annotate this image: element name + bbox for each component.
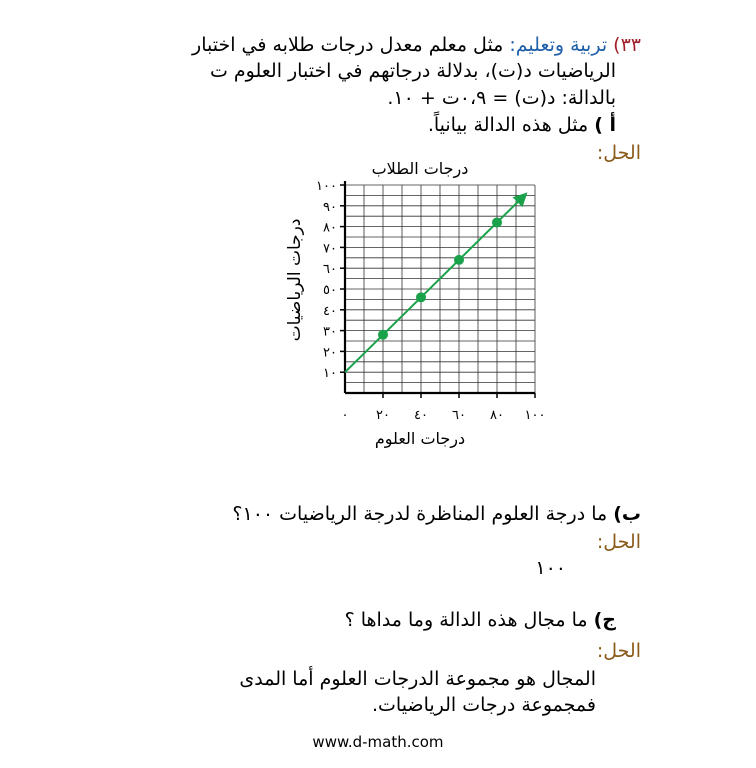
data-point: [454, 255, 464, 265]
problem-text-1: مثل معلم معدل درجات طلابه في اختبار: [192, 34, 510, 56]
part-c: [345, 608, 616, 632]
part-b-label: ب): [613, 503, 641, 525]
data-point: [416, 292, 426, 302]
part-a: [428, 113, 616, 137]
part-c-answer-1: المجال هو مجموعة الدرجات العلوم أما المدى: [239, 668, 596, 690]
y-tick-label: ٣٠: [323, 324, 337, 340]
solution-label-c: الحل:: [596, 640, 641, 662]
x-axis-label: درجات العلوم: [374, 429, 466, 448]
chart-series: [345, 194, 526, 372]
x-tick-label: ١٠٠: [524, 408, 546, 423]
x-tick-label: ٤٠: [414, 408, 428, 423]
y-tick-label: ٤٠: [323, 303, 337, 319]
x-tick-label: ٢٠: [376, 408, 390, 423]
part-a-text: مثل هذه الدالة بيانياً.: [427, 114, 595, 136]
y-tick-label: ٧٠: [323, 241, 337, 257]
part-b: [232, 502, 641, 526]
problem-line-1: [192, 33, 641, 57]
x-tick-label: ٠: [341, 408, 349, 423]
x-tick-labels: [342, 393, 546, 423]
problem-line-3: بالدالة: د(ت) = ٠،٩ت + ١٠.: [387, 87, 616, 109]
part-b-answer: ١٠٠: [535, 557, 566, 579]
problem-number: ٣٣): [613, 34, 641, 56]
y-tick-label: ١٠٠: [316, 179, 337, 194]
solution-label-b: الحل:: [596, 531, 641, 553]
footer-url: www.d-math.com: [312, 733, 444, 751]
graph: [270, 150, 560, 450]
chart-grid: [345, 185, 535, 393]
y-tick-label: ٦٠: [323, 262, 337, 278]
y-tick-label: ١٠: [323, 366, 337, 382]
part-c-label: ج): [593, 609, 616, 631]
problem-line-2: الرياضيات د(ت)، بدلالة درجاتهم في اختبار العلوم ت: [209, 60, 616, 82]
y-tick-label: ٥٠: [323, 283, 337, 298]
y-tick-labels: [316, 179, 345, 381]
part-c-text: ما مجال هذه الدالة وما مداها ؟: [344, 609, 594, 631]
part-b-text: ما درجة العلوم المناظرة لدرجة الرياضيات ١٠٠؟: [232, 503, 614, 525]
y-tick-label: ٩٠: [323, 199, 337, 215]
y-axis-label: درجات الرياضيات: [285, 218, 305, 342]
part-c-answer-2: فمجموعة درجات الرياضيات.: [371, 694, 596, 716]
x-tick-label: ٦٠: [452, 408, 466, 423]
y-tick-label: ٨٠: [323, 220, 337, 236]
chart-title: درجات الطلاب: [371, 159, 469, 178]
y-tick-label: ٢٠: [323, 345, 337, 361]
solution-label-a: الحل:: [596, 142, 641, 164]
data-point: [378, 330, 388, 340]
x-tick-label: ٨٠: [490, 408, 504, 423]
data-point: [492, 217, 502, 227]
problem-category: تربية وتعليم:: [509, 34, 608, 56]
part-a-label: أ ): [594, 114, 616, 136]
